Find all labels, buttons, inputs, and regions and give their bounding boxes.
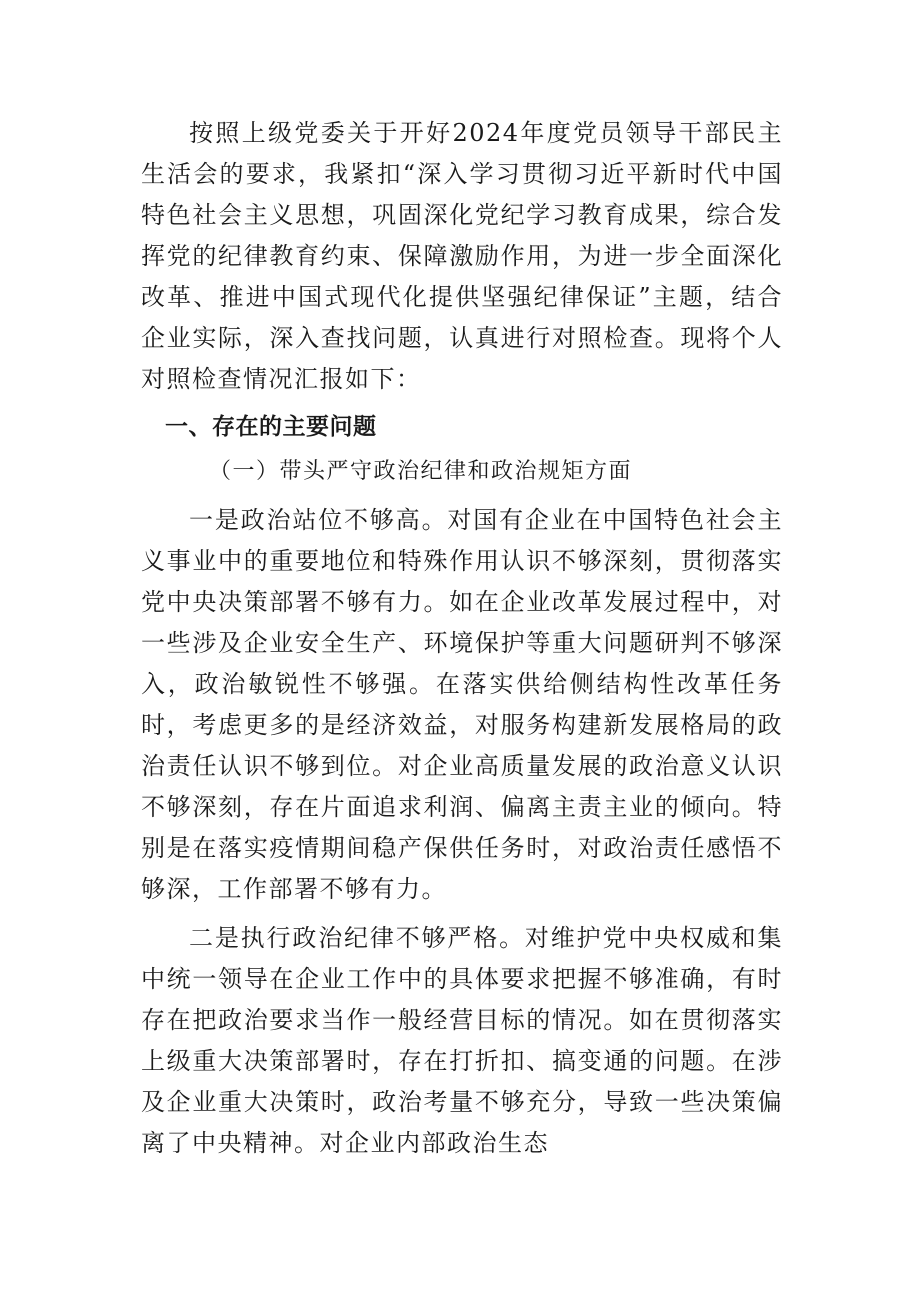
- body-paragraph-1: 一是政治站位不够高。对国有企业在中国特色社会主义事业中的重要地位和特殊作用认识不够深刻，贯彻落实党中央决策部署不够有力。如在企业改革发展过程中，对一些涉及企业安全生产、环境保护等重大问题研判不够深入，政治敏锐性不够强。在落实供给侧结构性改革任务时，考虑更多的是经济效益，对服务构建新发展格局的政治责任认识不够到位。对企业高质量发展的政治意义认识不够深刻，存在片面追求利润、偏离主责主业的倾向。特别是在落实疫情期间稳产保供任务时，对政治责任感悟不够深，工作部署不够有力。: [141, 506, 783, 903]
- intro-paragraph: 按照上级党委关于开好2024年度党员领导干部民主生活会的要求，我紧扣“深入学习贯彻习近平新时代中国特色社会主义思想，巩固深化党纪学习教育成果，综合发挥党的纪律教育约束、保障激励作用，为进一步全面深化改革、推进中国式现代化提供坚强纪律保证”主题，结合企业实际，深入查找问题，认真进行对照检查。现将个人对照检查情况汇报如下：: [141, 119, 783, 393]
- subsection-heading: （一）带头严守政治纪律和政治规矩方面: [209, 459, 633, 484]
- section-heading: 一、存在的主要问题: [165, 414, 377, 440]
- body-paragraph-2: 二是执行政治纪律不够严格。对维护党中央权威和集中统一领导在企业工作中的具体要求把握不够准确，有时存在把政治要求当作一般经营目标的情况。如在贯彻落实上级重大决策部署时，存在打折扣、搞变通的问题。在涉及企业重大决策时，政治考量不够充分，导致一些决策偏离了中央精神。对企业内部政治生态: [141, 924, 783, 1157]
- document-body: [141, 113, 783, 1164]
